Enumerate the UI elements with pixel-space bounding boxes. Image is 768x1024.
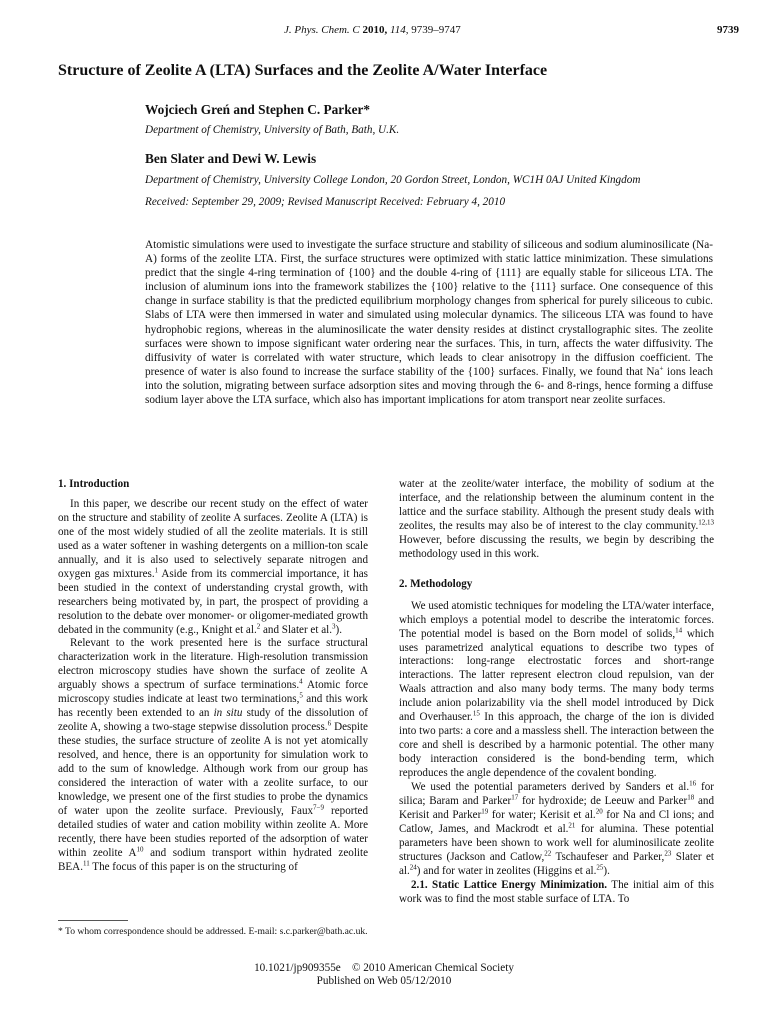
abstract-text-1: Atomistic simulations were used to investigate the surface structure and stability of siliceous and sodium aluminosilicate (Na-A) forms of the zeolite LTA. First, the surface structures were optimized with static lattice minimization. These simulations predict that the single 4-ring termination of {100} and the double 4-ring of {111} are equally stable for siliceous LTA. The inclusion of aluminum ions into the framework stabilizes the {100} relative to the {111} surface. One consequence of this change in surface stability is that the predicted equilibrium morphology changes from spherical for purely siliceous to cubic. Slabs of LTA were then immersed in water and simulated using molecular dynamics. The siliceous LTA was found to have hydrophobic regions, whereas in the aluminosilicate the water density resides at distinct crystallographic sites. The zeolite surfaces were shown to impose significant water ordering near the surfaces. This, in turn, affects the water diffusivity. The diffusivity of water is correlated with water structure, which leads to clear anisotropy in the diffusion coefficient. The presence of water is also found to increase the surface stability of the {100} surfaces. Finally, we found that Na bbox=[145, 239, 713, 378]
page-number: 9739 bbox=[717, 24, 739, 36]
abstract bbox=[145, 238, 713, 407]
ref-sup: 21 bbox=[568, 821, 576, 830]
ref-sup: 4 bbox=[299, 677, 303, 686]
journal-citation bbox=[284, 24, 461, 36]
method-text: Slater et al. bbox=[399, 850, 715, 877]
subsection-text: The initial aim of this work was to find the most stable surface of LTA. To bbox=[399, 878, 714, 905]
method-text: for water; Kerisit et al. bbox=[488, 808, 596, 821]
ref-sup: 20 bbox=[595, 807, 603, 816]
article-title: Structure of Zeolite A (LTA) Surfaces and the Zeolite A/Water Interface bbox=[58, 62, 548, 79]
ref-sup: 16 bbox=[689, 779, 697, 788]
intro-p1-text: Aside from its commercial importance, it has been studied in the context of understanding crystal growth, with researchers being motivated by, in part, the prospect of providing a resolution to the debate over monomer- or oligomer-mediated growth debated in the community (e.g., Knight et al. bbox=[58, 567, 369, 636]
intro-p2-text: Relevant to the work presented here is the surface structural characterization work in the literature. High-resolution transmission electron microscopy studies have shown the surface of zeolite A arguably shows a spectrum of surface terminations. bbox=[58, 637, 368, 692]
affiliation-bath: Department of Chemistry, University of Bath, Bath, U.K. bbox=[145, 124, 400, 136]
intro-p2-text: Atomic force microscopy studies indicate at least two terminations, bbox=[58, 679, 369, 706]
intro-continuation bbox=[399, 478, 714, 562]
method-text: for silica; Baram and Parker bbox=[399, 781, 714, 808]
ref-sup: 10 bbox=[136, 845, 144, 854]
ref-sup: 3 bbox=[332, 621, 336, 630]
intro-cont-text: water at the zeolite/water interface, the mobility of sodium at the interface, and the relationship between the aluminum content in the lattice and the surface stability. Although the present study deals with zeolites, the results may also be of interest to the clay community. bbox=[399, 478, 714, 532]
right-column bbox=[399, 478, 714, 907]
abstract-text-2: ions leach into the solution, migrating between surface adsorption sites and moving through the 6- and 8-rings, hence forming a diffuse sodium layer above the LTA surface, which also has important implications for atom transport near zeolite surfaces. bbox=[145, 365, 713, 407]
intro-p1-text: and Slater et al. bbox=[260, 623, 332, 636]
methodology-paragraph-2 bbox=[399, 781, 714, 879]
journal-abbrev: J. Phys. Chem. C bbox=[284, 24, 360, 36]
ref-sup: 17 bbox=[511, 793, 519, 802]
footnote-rule bbox=[58, 920, 128, 921]
correspondence-footnote: * To whom correspondence should be addressed. E-mail: s.c.parker@bath.ac.uk. bbox=[58, 926, 368, 937]
method-text: We used atomistic techniques for modeling the LTA/water interface, which employs a potential model to describe the interatomic forces. The potential model is based on the Born model of solids, bbox=[399, 599, 714, 640]
method-text: which uses parametrized analytical equations to describe two types of interactions: long-range electrostatic forces and short-range interactions. The latter represent electron cloud repulsion, van der Waals attraction and also many body terms. The many body terms include anion polarizability via the shell model introduced by Dick and Overhauser. bbox=[399, 627, 714, 724]
method-text: and Kerisit and Parker bbox=[399, 795, 714, 821]
intro-p2-text: The focus of this paper is on the structuring of bbox=[89, 860, 298, 873]
intro-p2-text: study of the dissolution of zeolite A, showing a two-stage stepwise dissolution process. bbox=[58, 707, 368, 734]
intro-paragraph-2 bbox=[58, 637, 368, 874]
ref-sup: 18 bbox=[687, 793, 695, 802]
method-text: for alumina. These potential parameters have been shown to work well for aluminosilicate zeolite structures (Jackson and Catlow, bbox=[399, 822, 714, 863]
method-text: In this approach, the charge of the ion is divided into two parts: a core and a massless shell. The interaction between the core and shell is described by a harmonic potential. The other many body interaction considered is the bond-bending term, which reproduces the angle dependence of the covalent bonding. bbox=[399, 711, 714, 780]
intro-p1-text: In this paper, we describe our recent study on the effect of water on the structure and stability of zeolite A surfaces. Zeolite A (LTA) is one of the most widely studied of all the zeolite materials. It is still used as a water softener in washing detergents on a million-ton scale annually, and it is also used to selectively separate nitrogen and oxygen gas mixtures. bbox=[58, 497, 368, 580]
ref-sup: 11 bbox=[82, 859, 90, 868]
intro-p1-text: ). bbox=[335, 623, 342, 636]
ref-sup: 22 bbox=[544, 849, 552, 858]
method-text: ) and for water in zeolites (Higgins et al. bbox=[416, 864, 597, 877]
methodology-paragraph-1 bbox=[399, 600, 714, 781]
journal-year: 2010, bbox=[362, 24, 388, 36]
ref-sup: 24 bbox=[409, 863, 417, 872]
subsection-heading: 2.1. Static Lattice Energy Minimization. bbox=[411, 878, 608, 891]
ref-sup: 7−9 bbox=[313, 803, 324, 812]
in-situ-italic: in situ bbox=[213, 707, 243, 720]
doi: 10.1021/jp909355e bbox=[254, 962, 341, 974]
method-text: for hydroxide; de Leeuw and Parker bbox=[518, 795, 688, 808]
authors-ucl: Ben Slater and Dewi W. Lewis bbox=[145, 151, 317, 166]
subsection-paragraph bbox=[399, 879, 714, 907]
doi-line bbox=[0, 962, 768, 975]
intro-cont-text: However, before discussing the results, we begin by describing the methodology used in this work. bbox=[399, 533, 714, 560]
journal-volume: 114, bbox=[390, 24, 409, 36]
method-text: for Na and Cl ions; and Catlow, James, and Mackrodt et al. bbox=[399, 808, 714, 835]
method-text: ). bbox=[603, 864, 610, 877]
intro-p2-text: and this work has recently been extended to an bbox=[58, 693, 368, 720]
intro-p2-text: Despite these studies, the surface structure of zeolite A is not yet atomically resolved, and hence, there is an opportunity for simulation work to add to the sum of knowledge. Although work from our group has considered the interaction of water with a zeolite surface, to our knowledge, we present one of the first studies to probe the dynamics of water upon the zeolite surface. Previously, Faux bbox=[58, 721, 368, 817]
ref-sup: 14 bbox=[675, 625, 683, 634]
intro-p2-text: reported detailed studies of water and cation mobility within zeolite A. More recently, there have been studies reported of the adsorption of water within zeolite A bbox=[58, 804, 369, 859]
page-footer bbox=[0, 962, 768, 988]
ref-sup: 6 bbox=[327, 719, 332, 728]
authors-bath: Wojciech Greń and Stephen C. Parker* bbox=[145, 102, 371, 117]
method-text: Tschaufeser and Parker, bbox=[551, 850, 665, 863]
methodology-heading: 2. Methodology bbox=[399, 577, 473, 590]
ref-sup: 19 bbox=[481, 807, 489, 816]
journal-pages: 9739–9747 bbox=[411, 24, 461, 36]
ref-sup: 2 bbox=[256, 621, 261, 630]
received-dates: Received: September 29, 2009; Revised Manuscript Received: February 4, 2010 bbox=[145, 196, 506, 208]
ref-sup: 1 bbox=[154, 566, 159, 575]
ref-sup: 15 bbox=[472, 709, 480, 718]
abstract-sup: + bbox=[659, 364, 664, 373]
intro-paragraph-1 bbox=[58, 498, 368, 638]
introduction-heading: 1. Introduction bbox=[58, 478, 130, 490]
published-date: Published on Web 05/12/2010 bbox=[316, 975, 452, 987]
ref-sup: 25 bbox=[596, 863, 604, 872]
intro-p2-text: and sodium transport within hydrated zeolite BEA. bbox=[58, 846, 368, 873]
ref-sup: 23 bbox=[664, 849, 672, 858]
affiliation-ucl: Department of Chemistry, University College London, 20 Gordon Street, London, WC1H 0AJ United Kingdom bbox=[145, 174, 641, 186]
method-text: We used the potential parameters derived by Sanders et al. bbox=[411, 781, 690, 794]
left-column bbox=[58, 478, 368, 875]
copyright: © 2010 American Chemical Society bbox=[351, 962, 514, 974]
ref-sup: 5 bbox=[299, 691, 303, 700]
ref-sup: 12,13 bbox=[698, 518, 714, 527]
